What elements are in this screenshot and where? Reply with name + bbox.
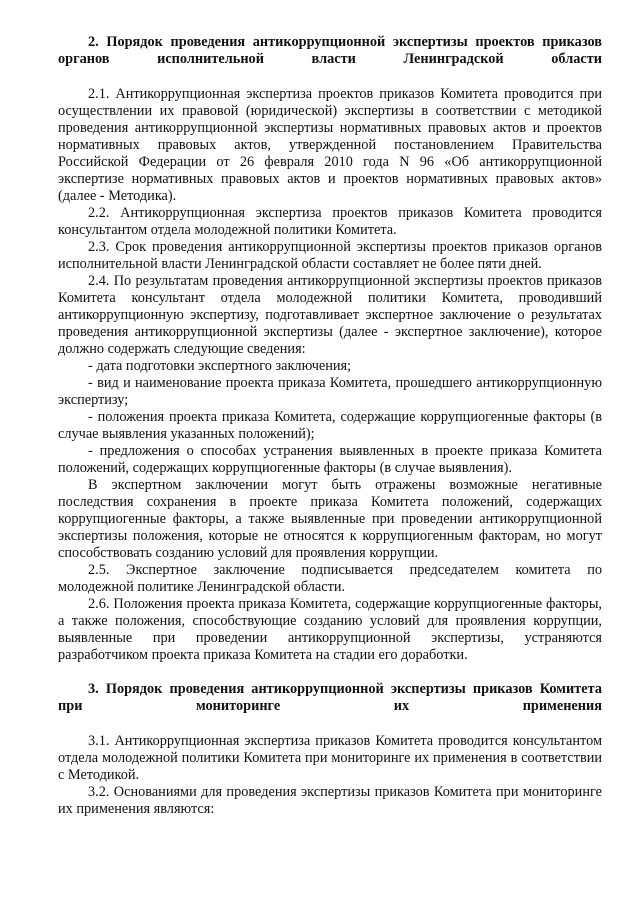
paragraph-2-2: 2.2. Антикоррупционная экспертиза проектов приказов Комитета проводится консультантом отдела молодежной политики Комитета. — [58, 205, 602, 238]
paragraph-2-5: 2.5. Экспертное заключение подписывается председателем комитета по молодежной политике Ленинградской области. — [58, 562, 602, 595]
paragraph-2-4: 2.4. По результатам проведения антикоррупционной экспертизы проектов приказов Комитета консультант отдела молодежной политики Комитета, проводивший антикоррупционную экспертизу, подготавливает экспертное заключение о результатах проведения антикоррупционной экспертизы (далее - экспертное заключение), которое должно содержать следующие сведения: — [58, 273, 602, 357]
paragraph-2-1: 2.1. Антикоррупционная экспертиза проектов приказов Комитета проводится при осуществлении их правовой (юридической) экспертизы в соответствии с методикой проведения антикоррупционной экспертизы нормативных правовых актов и проектов нормативных правовых актов, утвержденной постановлением Правительства Российской Федерации от 26 февраля 2010 года N 96 «Об антикоррупционной экспертизе нормативных правовых актов и проектов нормативных правовых актов» (далее - Методика). — [58, 86, 602, 204]
section-2-heading: 2. Порядок проведения антикоррупционной экспертизы проектов приказов органов исполнительной власти Ленинградской области — [58, 34, 602, 67]
paragraph-consequences: В экспертном заключении могут быть отражены возможные негативные последствия сохранения в проекте приказа Комитета положений, содержащих коррупциогенные факторы, а также выявленные при проведении антикоррупционной экспертизы положения, которые не относятся к коррупциогенным факторам, но могут способствовать созданию условий для проявления коррупции. — [58, 477, 602, 561]
paragraph-3-1: 3.1. Антикоррупционная экспертиза приказов Комитета проводится консультантом отдела молодежной политики Комитета при мониторинге их применения в соответствии с Методикой. — [58, 733, 602, 783]
paragraph-2-3: 2.3. Срок проведения антикоррупционной экспертизы проектов приказов органов исполнительной власти Ленинградской области составляет не более пяти дней. — [58, 239, 602, 272]
list-item-proposals: - предложения о способах устранения выявленных в проекте приказа Комитета положений, содержащих коррупциогенные факторы (в случае выявления). — [58, 443, 602, 476]
paragraph-2-6: 2.6. Положения проекта приказа Комитета, содержащие коррупциогенные факторы, а также положения, способствующие созданию условий для проявления коррупции, выявленные при проведении антикоррупционной экспертизы, устраняются разработчиком проекта приказа Комитета на стадии его доработки. — [58, 596, 602, 663]
section-3-heading: 3. Порядок проведения антикоррупционной экспертизы приказов Комитета при мониторинге их применения — [58, 681, 602, 714]
list-item-type: - вид и наименование проекта приказа Комитета, прошедшего антикоррупционную экспертизу; — [58, 375, 602, 408]
list-item-date: - дата подготовки экспертного заключения; — [88, 358, 352, 374]
paragraph-3-2: 3.2. Основаниями для проведения экспертизы приказов Комитета при мониторинге их применения являются: — [58, 784, 602, 817]
list-item-provisions: - положения проекта приказа Комитета, содержащие коррупциогенные факторы (в случае выявления указанных положений); — [58, 409, 602, 442]
